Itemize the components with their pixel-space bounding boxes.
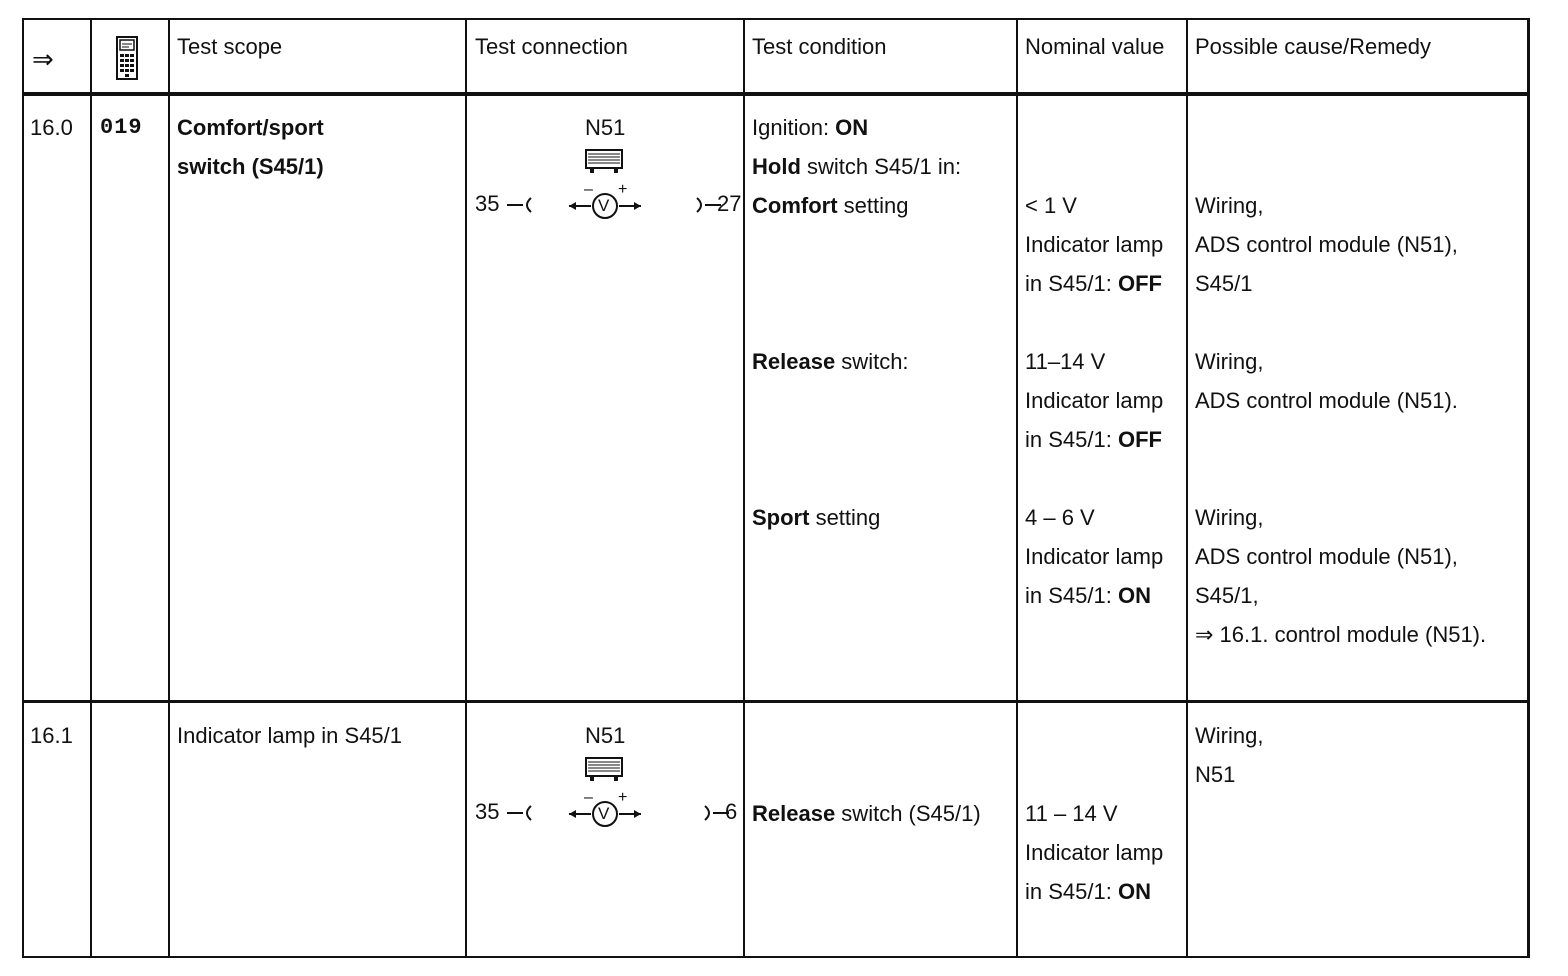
pin-left: 35: [475, 191, 500, 216]
module-label: N51: [585, 723, 626, 748]
test-condition: Sport setting: [752, 505, 881, 530]
control-module-icon: [584, 756, 624, 782]
connector-left-icon: [505, 196, 535, 214]
test-condition: Ignition: ON Hold switch S45/1 in: Comfort setting: [752, 115, 962, 218]
header-nominal-value: Nominal value: [1025, 34, 1165, 59]
pin-left: 35: [475, 799, 500, 824]
connector-left-icon: [505, 804, 535, 822]
test-connection-diagram: [467, 108, 743, 228]
possible-cause-remedy: Wiring, ADS control module (N51).: [1195, 349, 1458, 413]
possible-cause-remedy: Wiring, ADS control module (N51), S45/1: [1195, 193, 1458, 296]
pin-right: 6: [725, 799, 738, 824]
column-divider: [1016, 18, 1018, 958]
step-number: 16.1: [30, 723, 73, 748]
minus-sign: –: [584, 789, 593, 806]
nominal-value: < 1 V Indicator lamp in S45/1: OFF: [1025, 193, 1164, 296]
possible-cause-remedy: Wiring, N51: [1195, 723, 1264, 787]
control-module-icon: [584, 148, 624, 174]
header-remedy: Possible cause/Remedy: [1195, 34, 1432, 59]
diagnostic-test-table: [22, 18, 1530, 960]
column-divider: [168, 18, 170, 958]
test-code: 019: [100, 115, 143, 140]
header-test-condition: Test condition: [752, 34, 887, 59]
header-test-connection: Test connection: [475, 34, 628, 59]
pin-right: 27: [717, 191, 742, 216]
minus-sign: –: [584, 181, 593, 198]
nominal-value: 11 – 14 V Indicator lamp in S45/1: ON: [1025, 801, 1164, 904]
row-divider: [22, 700, 1530, 703]
test-connection-diagram: [467, 716, 743, 836]
test-scope: Indicator lamp in S45/1: [177, 723, 403, 748]
test-condition: Release switch:: [752, 349, 909, 374]
table-bottom-border: [22, 956, 1530, 958]
plus-sign: +: [618, 789, 628, 806]
header-test-scope: Test scope: [177, 34, 283, 59]
nominal-value: 4 – 6 V Indicator lamp in S45/1: ON: [1025, 505, 1164, 608]
table-right-border: [1527, 18, 1530, 958]
diagnostic-tester-icon: [116, 36, 138, 80]
possible-cause-remedy: Wiring, ADS control module (N51), S45/1, ⇒ 16.1. control module (N51).: [1195, 505, 1487, 647]
voltmeter-symbol: V: [598, 804, 610, 823]
column-divider: [743, 18, 745, 958]
test-condition: Release switch (S45/1): [752, 801, 981, 826]
test-scope: Comfort/sport switch (S45/1): [177, 115, 324, 179]
column-divider: [1186, 18, 1188, 958]
header-arrow: ⇒: [32, 44, 54, 74]
voltmeter-symbol: V: [598, 196, 610, 215]
table-left-border: [22, 18, 24, 958]
nominal-value: 11–14 V Indicator lamp in S45/1: OFF: [1025, 349, 1164, 452]
table-top-border: [22, 18, 1530, 20]
step-number: 16.0: [30, 115, 73, 140]
column-divider: [90, 18, 92, 958]
module-label: N51: [585, 115, 626, 140]
plus-sign: +: [618, 181, 628, 198]
header-divider: [22, 92, 1530, 96]
